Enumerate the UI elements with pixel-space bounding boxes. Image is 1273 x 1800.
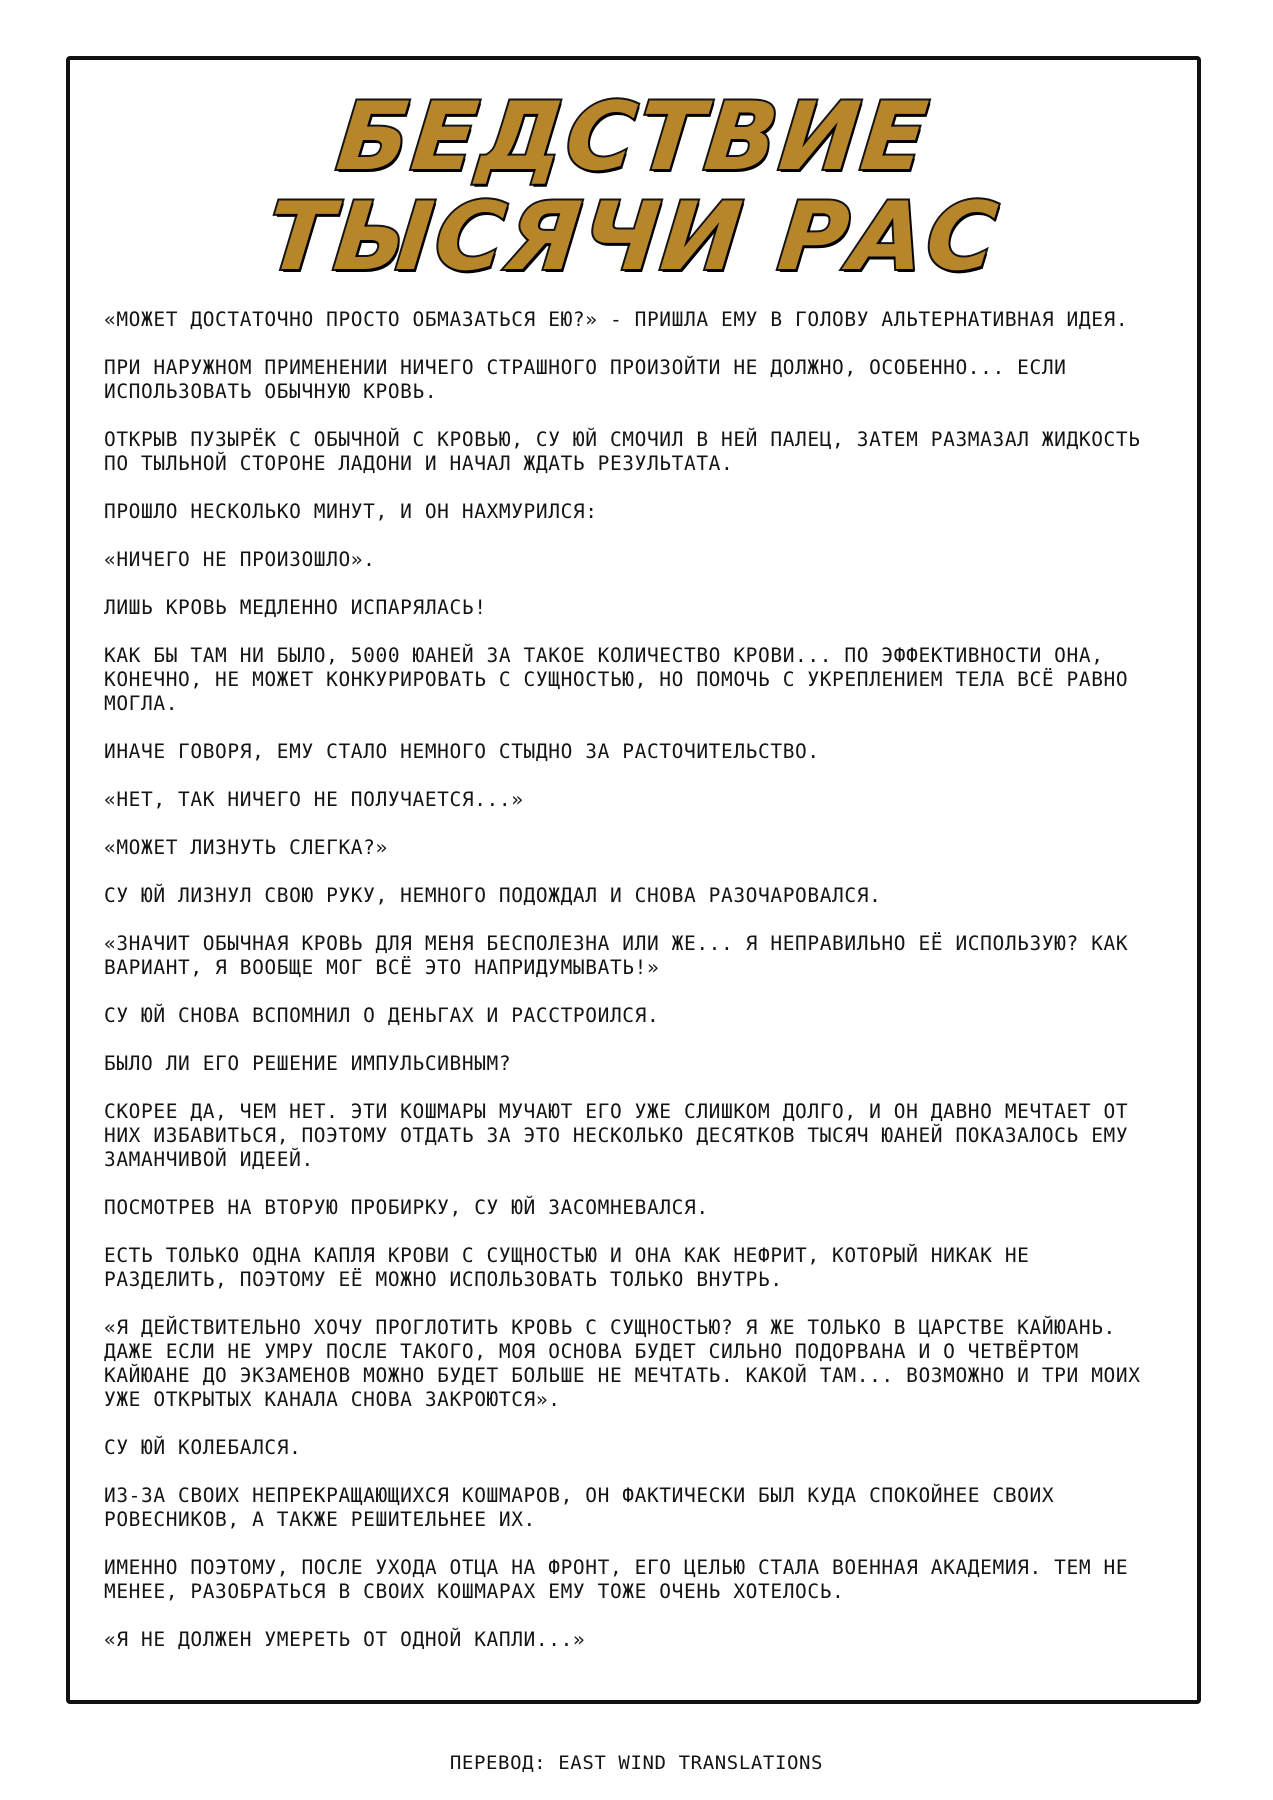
paragraph: БЫЛО ЛИ ЕГО РЕШЕНИЕ ИМПУЛЬСИВНЫМ? bbox=[104, 1052, 512, 1075]
page-title bbox=[70, 83, 1197, 292]
paragraph: СКОРЕЕ ДА, ЧЕМ НЕТ. ЭТИ КОШМАРЫ МУЧАЮТ ЕГО УЖЕ СЛИШКОМ ДОЛГО, И ОН ДАВНО МЕЧТАЕТ ОТ НИХ ИЗБАВИТЬСЯ, ПОЭТОМУ ОТДАТЬ ЗА ЭТО НЕСКОЛЬКО ДЕСЯТКОВ ТЫСЯЧ ЮАНЕЙ ПОКАЗАЛОСЬ ЕМУ ЗАМАНЧИВОЙ ИДЕЕЙ. bbox=[104, 1100, 1129, 1171]
page-frame bbox=[66, 56, 1201, 1704]
paragraph: «НИЧЕГО НЕ ПРОИЗОШЛО». bbox=[104, 548, 376, 571]
paragraph: СУ ЮЙ СНОВА ВСПОМНИЛ О ДЕНЬГАХ И РАССТРОИЛСЯ. bbox=[104, 1004, 660, 1027]
title-line-1: БЕДСТВИЕ bbox=[332, 83, 935, 192]
paragraph: ПРИ НАРУЖНОМ ПРИМЕНЕНИИ НИЧЕГО СТРАШНОГО ПРОИЗОЙТИ НЕ ДОЛЖНО, ОСОБЕННО... ЕСЛИ ИСПОЛЬЗОВАТЬ ОБЫЧНУЮ КРОВЬ. bbox=[104, 356, 1067, 403]
paragraph: ИМЕННО ПОЭТОМУ, ПОСЛЕ УХОДА ОТЦА НА ФРОНТ, ЕГО ЦЕЛЬЮ СТАЛА ВОЕННАЯ АКАДЕМИЯ. ТЕМ НЕ МЕНЕЕ, РАЗОБРАТЬСЯ В СВОИХ КОШМАРАХ ЕМУ ТОЖЕ ОЧЕНЬ ХОТЕЛОСЬ. bbox=[104, 1556, 1129, 1603]
paragraph: ПРОШЛО НЕСКОЛЬКО МИНУТ, И ОН НАХМУРИЛСЯ: bbox=[104, 500, 598, 523]
translator-credit: ПЕРЕВОД: EAST WIND TRANSLATIONS bbox=[449, 1752, 824, 1774]
paragraph: ИНАЧЕ ГОВОРЯ, ЕМУ СТАЛО НЕМНОГО СТЫДНО ЗА РАСТОЧИТЕЛЬСТВО. bbox=[104, 740, 820, 763]
paragraph: «НЕТ, ТАК НИЧЕГО НЕ ПОЛУЧАЕТСЯ...» bbox=[104, 788, 524, 811]
paragraph: ЕСТЬ ТОЛЬКО ОДНА КАПЛЯ КРОВИ С СУЩНОСТЬЮ И ОНА КАК НЕФРИТ, КОТОРЫЙ НИКАК НЕ РАЗДЕЛИТЬ, ПОЭТОМУ ЕЁ МОЖНО ИСПОЛЬЗОВАТЬ ТОЛЬКО ВНУТРЬ. bbox=[104, 1244, 1030, 1291]
paragraph: ОТКРЫВ ПУЗЫРЁК С ОБЫЧНОЙ С КРОВЬЮ, СУ ЮЙ СМОЧИЛ В НЕЙ ПАЛЕЦ, ЗАТЕМ РАЗМАЗАЛ ЖИДКОСТЬ ПО ТЫЛЬНОЙ СТОРОНЕ ЛАДОНИ И НАЧАЛ ЖДАТЬ РЕЗУЛЬТАТА. bbox=[104, 428, 1141, 475]
paragraph: «Я ДЕЙСТВИТЕЛЬНО ХОЧУ ПРОГЛОТИТЬ КРОВЬ С СУЩНОСТЬЮ? Я ЖЕ ТОЛЬКО В ЦАРСТВЕ КАЙЮАНЬ. ДАЖЕ ЕСЛИ НЕ УМРУ ПОСЛЕ ТАКОГО, МОЯ ОСНОВА БУДЕТ СИЛЬНО ПОДОРВАНА И О ЧЕТВЁРТОМ КАЙЮАНЕ ДО ЭКЗАМЕНОВ МОЖНО БУДЕТ БОЛЬШЕ НЕ МЕЧТАТЬ. КАКОЙ ТАМ... ВОЗМОЖНО И ТРИ МОИХ УЖЕ ОТКРЫТЫХ КАНАЛА СНОВА ЗАКРОЮТСЯ». bbox=[104, 1316, 1141, 1411]
paragraph: СУ ЮЙ ЛИЗНУЛ СВОЮ РУКУ, НЕМНОГО ПОДОЖДАЛ И СНОВА РАЗОЧАРОВАЛСЯ. bbox=[104, 884, 882, 907]
paragraph: ЛИШЬ КРОВЬ МЕДЛЕННО ИСПАРЯЛАСЬ! bbox=[104, 596, 487, 619]
paragraph: «МОЖЕТ ДОСТАТОЧНО ПРОСТО ОБМАЗАТЬСЯ ЕЮ?» - ПРИШЛА ЕМУ В ГОЛОВУ АЛЬТЕРНАТИВНАЯ ИДЕЯ. bbox=[104, 308, 1129, 331]
paragraph: СУ ЮЙ КОЛЕБАЛСЯ. bbox=[104, 1436, 302, 1459]
paragraph: «Я НЕ ДОЛЖЕН УМЕРЕТЬ ОТ ОДНОЙ КАПЛИ...» bbox=[104, 1628, 586, 1651]
story-text bbox=[104, 308, 1154, 1676]
paragraph: ИЗ-ЗА СВОИХ НЕПРЕКРАЩАЮЩИХСЯ КОШМАРОВ, ОН ФАКТИЧЕСКИ БЫЛ КУДА СПОКОЙНЕЕ СВОИХ РОВЕСНИКОВ, А ТАКЖЕ РЕШИТЕЛЬНЕЕ ИХ. bbox=[104, 1484, 1055, 1531]
paragraph: КАК БЫ ТАМ НИ БЫЛО, 5000 ЮАНЕЙ ЗА ТАКОЕ КОЛИЧЕСТВО КРОВИ... ПО ЭФФЕКТИВНОСТИ ОНА, КОНЕЧНО, НЕ МОЖЕТ КОНКУРИРОВАТЬ С СУЩНОСТЬЮ, НО ПОМОЧЬ С УКРЕПЛЕНИЕМ ТЕЛА ВСЁ РАВНО МОГЛА. bbox=[104, 644, 1129, 715]
paragraph: «ЗНАЧИТ ОБЫЧНАЯ КРОВЬ ДЛЯ МЕНЯ БЕСПОЛЕЗНА ИЛИ ЖЕ... Я НЕПРАВИЛЬНО ЕЁ ИСПОЛЬЗУЮ? КАК ВАРИАНТ, Я ВООБЩЕ МОГ ВСЁ ЭТО НАПРИДУМЫВАТЬ!» bbox=[104, 932, 1129, 979]
paragraph: ПОСМОТРЕВ НА ВТОРУЮ ПРОБИРКУ, СУ ЮЙ ЗАСОМНЕВАЛСЯ. bbox=[104, 1196, 709, 1219]
title-line-2: ТЫСЯЧИ РАС bbox=[262, 183, 1005, 292]
paragraph: «МОЖЕТ ЛИЗНУТЬ СЛЕГКА?» bbox=[104, 836, 388, 859]
